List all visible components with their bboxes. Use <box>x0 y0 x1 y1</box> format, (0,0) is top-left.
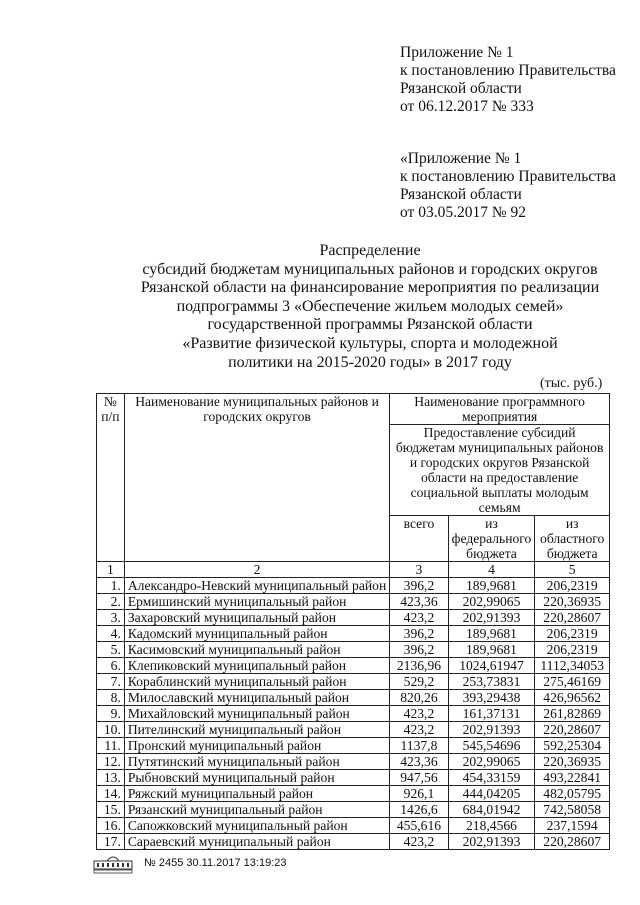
table-row <box>97 738 610 754</box>
total-amount: 529,2 <box>390 674 448 690</box>
title-line: подпрограммы 3 «Обеспечение жильем молодых семей» <box>176 297 564 315</box>
federal-amount: 189,9681 <box>448 626 535 642</box>
regional-amount: 206,2319 <box>535 578 610 594</box>
federal-amount: 189,9681 <box>448 578 535 594</box>
federal-amount: 202,91393 <box>448 834 535 850</box>
district-name: Ряжский муниципальный район <box>124 786 389 802</box>
district-name: Клепиковский муниципальный район <box>124 658 389 674</box>
federal-amount: 202,99065 <box>448 754 535 770</box>
federal-amount: 218,4566 <box>448 818 535 834</box>
title-line: Рязанской области на финансирование мероприятия по реализации <box>140 279 600 297</box>
table-row <box>97 610 610 626</box>
col-number: 2 <box>124 562 389 578</box>
regional-amount: 220,28607 <box>535 834 610 850</box>
appendix-line: Приложение № 1 <box>400 44 514 61</box>
table-row <box>97 690 610 706</box>
table-row <box>97 786 610 802</box>
row-number: 1. <box>97 578 125 594</box>
district-name: Рязанский муниципальный район <box>124 802 389 818</box>
total-amount: 455,616 <box>390 818 448 834</box>
district-name: Сараевский муниципальный район <box>124 834 389 850</box>
table-row <box>97 722 610 738</box>
total-amount: 1137,8 <box>390 738 448 754</box>
total-amount: 423,36 <box>390 594 448 610</box>
col-number: 1 <box>97 562 125 578</box>
federal-amount: 202,91393 <box>448 610 535 626</box>
district-name: Кораблинский муниципальный район <box>124 674 389 690</box>
row-number: 12. <box>97 754 125 770</box>
row-number: 10. <box>97 722 125 738</box>
total-amount: 423,2 <box>390 834 448 850</box>
federal-amount: 454,33159 <box>448 770 535 786</box>
federal-amount: 202,99065 <box>448 594 535 610</box>
table-row <box>97 802 610 818</box>
regional-amount: 426,96562 <box>535 690 610 706</box>
footer-stamp <box>92 852 287 874</box>
district-name: Пителинский муниципальный район <box>124 722 389 738</box>
title-line: Распределение <box>319 242 421 259</box>
title-line: «Развитие физической культуры, спорта и молодежной <box>182 334 558 352</box>
regional-amount: 220,36935 <box>535 594 610 610</box>
title-line: государственной программы Рязанской области <box>207 316 533 334</box>
table-row <box>97 626 610 642</box>
regional-amount: 206,2319 <box>535 642 610 658</box>
regional-amount: 482,05795 <box>535 786 610 802</box>
table-row <box>97 594 610 610</box>
table-row <box>97 834 610 850</box>
document-title <box>120 242 620 372</box>
total-amount: 1426,6 <box>390 802 448 818</box>
col-number: 5 <box>535 562 610 578</box>
district-name: Михайловский муниципальный район <box>124 706 389 722</box>
row-number: 6. <box>97 658 125 674</box>
row-number: 16. <box>97 818 125 834</box>
regional-amount: 493,22841 <box>535 770 610 786</box>
header-num: № п/п <box>97 394 125 562</box>
total-amount: 423,2 <box>390 610 448 626</box>
appendix-header-old <box>400 150 616 222</box>
district-name: Ермишинский муниципальный район <box>124 594 389 610</box>
row-number: 3. <box>97 610 125 626</box>
row-number: 2. <box>97 594 125 610</box>
federal-amount: 545,54696 <box>448 738 535 754</box>
row-number: 17. <box>97 834 125 850</box>
federal-amount: 1024,61947 <box>448 658 535 674</box>
total-amount: 820,26 <box>390 690 448 706</box>
appendix-line: от 06.12.2017 № 333 <box>400 98 534 115</box>
regional-amount: 206,2319 <box>535 626 610 642</box>
regional-amount: 275,46169 <box>535 674 610 690</box>
header-regional: из областного бюджета <box>535 516 610 562</box>
row-number: 4. <box>97 626 125 642</box>
district-name: Захаровский муниципальный район <box>124 610 389 626</box>
appendix-line: к постановлению Правительства <box>400 168 616 185</box>
federal-amount: 189,9681 <box>448 642 535 658</box>
col-number: 4 <box>448 562 535 578</box>
total-amount: 423,2 <box>390 706 448 722</box>
col-number: 3 <box>390 562 448 578</box>
federal-amount: 393,29438 <box>448 690 535 706</box>
title-line: политики на 2015-2020 годы» в 2017 году <box>228 353 512 371</box>
appendix-line: «Приложение № 1 <box>400 150 522 167</box>
subsidy-table <box>96 393 610 850</box>
row-number: 7. <box>97 674 125 690</box>
district-name: Рыбновский муниципальный район <box>124 770 389 786</box>
row-number: 9. <box>97 706 125 722</box>
federal-amount: 253,73831 <box>448 674 535 690</box>
regional-amount: 220,28607 <box>535 722 610 738</box>
row-number: 11. <box>97 738 125 754</box>
table-row <box>97 770 610 786</box>
total-amount: 947,56 <box>390 770 448 786</box>
district-name: Пронский муниципальный район <box>124 738 389 754</box>
appendix-line: от 03.05.2017 № 92 <box>400 204 526 221</box>
appendix-line: Рязанской области <box>400 186 522 203</box>
building-logo-icon <box>92 852 134 874</box>
header-measure: Предоставление субсидий бюджетам муниципальных районов и городских округов Рязанской области на предоставление социальной выплаты молодым семьям <box>390 425 610 516</box>
appendix-line: Рязанской области <box>400 80 522 97</box>
table-row <box>97 754 610 770</box>
regional-amount: 1112,34053 <box>535 658 610 674</box>
district-name: Александро-Невский муниципальный район <box>124 578 389 594</box>
row-number: 14. <box>97 786 125 802</box>
header-federal: из федерального бюджета <box>448 516 535 562</box>
header-total: всего <box>390 516 448 562</box>
total-amount: 423,2 <box>390 722 448 738</box>
district-name: Сапожковский муниципальный район <box>124 818 389 834</box>
total-amount: 396,2 <box>390 642 448 658</box>
federal-amount: 202,91393 <box>448 722 535 738</box>
header-name: Наименование муниципальных районов и городских округов <box>124 394 389 562</box>
row-number: 13. <box>97 770 125 786</box>
total-amount: 396,2 <box>390 578 448 594</box>
row-number: 5. <box>97 642 125 658</box>
table-row <box>97 642 610 658</box>
district-name: Касимовский муниципальный район <box>124 642 389 658</box>
row-number: 15. <box>97 802 125 818</box>
appendix-header-new <box>400 44 616 116</box>
row-number: 8. <box>97 690 125 706</box>
table-row <box>97 818 610 834</box>
district-name: Кадомский муниципальный район <box>124 626 389 642</box>
table-row <box>97 674 610 690</box>
federal-amount: 684,01942 <box>448 802 535 818</box>
units-label: (тыс. руб.) <box>540 376 603 391</box>
regional-amount: 237,1594 <box>535 818 610 834</box>
federal-amount: 444,04205 <box>448 786 535 802</box>
district-name: Путятинский муниципальный район <box>124 754 389 770</box>
regional-amount: 220,28607 <box>535 610 610 626</box>
table-row <box>97 658 610 674</box>
regional-amount: 220,36935 <box>535 754 610 770</box>
regional-amount: 261,82869 <box>535 706 610 722</box>
regional-amount: 742,58058 <box>535 802 610 818</box>
appendix-line: к постановлению Правительства <box>400 62 616 79</box>
total-amount: 2136,96 <box>390 658 448 674</box>
table-row <box>97 578 610 594</box>
title-line: субсидий бюджетам муниципальных районов и городских округов <box>142 260 598 278</box>
total-amount: 423,36 <box>390 754 448 770</box>
total-amount: 926,1 <box>390 786 448 802</box>
total-amount: 396,2 <box>390 626 448 642</box>
header-program: Наименование программного мероприятия <box>390 394 610 425</box>
regional-amount: 592,25304 <box>535 738 610 754</box>
registration-stamp: № 2455 30.11.2017 13:19:23 <box>144 857 287 869</box>
federal-amount: 161,37131 <box>448 706 535 722</box>
district-name: Милославский муниципальный район <box>124 690 389 706</box>
table-row <box>97 706 610 722</box>
